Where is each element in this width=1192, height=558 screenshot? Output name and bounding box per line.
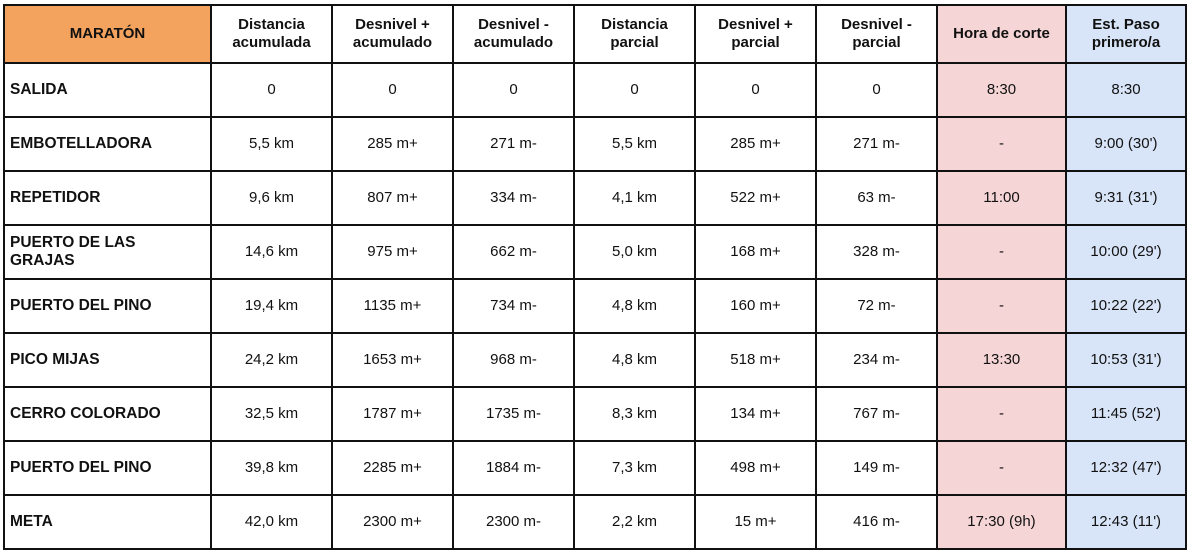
cell-desn-plus-acum: 1135 m+ [332, 279, 453, 333]
table-row [4, 333, 1186, 387]
cell-desn-minus-parcial: 72 m- [816, 279, 937, 333]
cell-desn-minus-parcial: 0 [816, 63, 937, 117]
header-dist-parcial: Distancia parcial [574, 5, 695, 63]
table-row [4, 387, 1186, 441]
cell-desn-plus-acum: 2285 m+ [332, 441, 453, 495]
checkpoint-name: CERRO COLORADO [4, 387, 211, 441]
table-row [4, 117, 1186, 171]
header-hora-corte: Hora de corte [937, 5, 1066, 63]
cell-est-paso: 10:22 (22') [1066, 279, 1186, 333]
cell-desn-plus-parcial: 518 m+ [695, 333, 816, 387]
cell-desn-plus-parcial: 0 [695, 63, 816, 117]
cell-hora-corte: - [937, 279, 1066, 333]
cell-desn-plus-acum: 285 m+ [332, 117, 453, 171]
cell-hora-corte: - [937, 117, 1066, 171]
table-row [4, 279, 1186, 333]
cell-desn-plus-parcial: 498 m+ [695, 441, 816, 495]
cell-est-paso: 12:32 (47') [1066, 441, 1186, 495]
cell-dist-parcial: 0 [574, 63, 695, 117]
header-title: MARATÓN [4, 5, 211, 63]
cell-desn-minus-parcial: 149 m- [816, 441, 937, 495]
cell-desn-minus-parcial: 234 m- [816, 333, 937, 387]
cell-est-paso: 10:00 (29') [1066, 225, 1186, 279]
cell-desn-minus-acum: 1884 m- [453, 441, 574, 495]
cell-dist-parcial: 5,5 km [574, 117, 695, 171]
cell-est-paso: 8:30 [1066, 63, 1186, 117]
cell-desn-minus-parcial: 271 m- [816, 117, 937, 171]
cell-desn-plus-acum: 2300 m+ [332, 495, 453, 549]
cell-desn-minus-acum: 734 m- [453, 279, 574, 333]
cell-hora-corte: 17:30 (9h) [937, 495, 1066, 549]
checkpoint-name: PUERTO DE LAS GRAJAS [4, 225, 211, 279]
marathon-table [3, 4, 1187, 550]
cell-hora-corte: - [937, 387, 1066, 441]
cell-desn-plus-parcial: 160 m+ [695, 279, 816, 333]
header-row [4, 5, 1186, 63]
checkpoint-name: PICO MIJAS [4, 333, 211, 387]
cell-desn-minus-acum: 0 [453, 63, 574, 117]
cell-dist-acum: 0 [211, 63, 332, 117]
cell-est-paso: 10:53 (31') [1066, 333, 1186, 387]
cell-desn-minus-parcial: 63 m- [816, 171, 937, 225]
checkpoint-name: PUERTO DEL PINO [4, 441, 211, 495]
table-row [4, 171, 1186, 225]
cell-desn-minus-acum: 1735 m- [453, 387, 574, 441]
table-row [4, 495, 1186, 549]
cell-dist-acum: 9,6 km [211, 171, 332, 225]
cell-desn-minus-parcial: 328 m- [816, 225, 937, 279]
cell-dist-acum: 39,8 km [211, 441, 332, 495]
cell-dist-parcial: 5,0 km [574, 225, 695, 279]
cell-desn-plus-acum: 1653 m+ [332, 333, 453, 387]
checkpoint-name: PUERTO DEL PINO [4, 279, 211, 333]
cell-dist-acum: 42,0 km [211, 495, 332, 549]
cell-desn-plus-acum: 807 m+ [332, 171, 453, 225]
cell-desn-minus-acum: 271 m- [453, 117, 574, 171]
cell-est-paso: 9:00 (30') [1066, 117, 1186, 171]
header-dist-acum: Distancia acumulada [211, 5, 332, 63]
header-est-paso: Est. Paso primero/a [1066, 5, 1186, 63]
cell-est-paso: 11:45 (52') [1066, 387, 1186, 441]
checkpoint-name: SALIDA [4, 63, 211, 117]
cell-desn-plus-acum: 975 m+ [332, 225, 453, 279]
checkpoint-name: EMBOTELLADORA [4, 117, 211, 171]
cell-hora-corte: 11:00 [937, 171, 1066, 225]
table-body [4, 63, 1186, 549]
cell-dist-acum: 32,5 km [211, 387, 332, 441]
cell-dist-acum: 19,4 km [211, 279, 332, 333]
cell-dist-parcial: 4,1 km [574, 171, 695, 225]
cell-est-paso: 12:43 (11') [1066, 495, 1186, 549]
cell-desn-plus-parcial: 522 m+ [695, 171, 816, 225]
cell-dist-parcial: 7,3 km [574, 441, 695, 495]
table-row [4, 225, 1186, 279]
cell-desn-minus-parcial: 767 m- [816, 387, 937, 441]
checkpoint-name: META [4, 495, 211, 549]
checkpoint-name: REPETIDOR [4, 171, 211, 225]
cell-desn-plus-acum: 1787 m+ [332, 387, 453, 441]
cell-desn-minus-parcial: 416 m- [816, 495, 937, 549]
cell-desn-minus-acum: 334 m- [453, 171, 574, 225]
cell-dist-acum: 24,2 km [211, 333, 332, 387]
header-desn-minus-parcial: Desnivel - parcial [816, 5, 937, 63]
cell-desn-plus-parcial: 168 m+ [695, 225, 816, 279]
cell-hora-corte: 8:30 [937, 63, 1066, 117]
cell-desn-minus-acum: 2300 m- [453, 495, 574, 549]
cell-est-paso: 9:31 (31') [1066, 171, 1186, 225]
table-row [4, 63, 1186, 117]
header-desn-minus-acum: Desnivel - acumulado [453, 5, 574, 63]
cell-dist-acum: 5,5 km [211, 117, 332, 171]
cell-dist-parcial: 4,8 km [574, 333, 695, 387]
cell-dist-parcial: 2,2 km [574, 495, 695, 549]
cell-desn-plus-acum: 0 [332, 63, 453, 117]
table-row [4, 441, 1186, 495]
cell-desn-plus-parcial: 285 m+ [695, 117, 816, 171]
cell-desn-minus-acum: 968 m- [453, 333, 574, 387]
cell-desn-plus-parcial: 134 m+ [695, 387, 816, 441]
cell-dist-parcial: 4,8 km [574, 279, 695, 333]
header-desn-plus-acum: Desnivel + acumulado [332, 5, 453, 63]
cell-hora-corte: - [937, 225, 1066, 279]
cell-dist-parcial: 8,3 km [574, 387, 695, 441]
cell-dist-acum: 14,6 km [211, 225, 332, 279]
cell-hora-corte: - [937, 441, 1066, 495]
cell-hora-corte: 13:30 [937, 333, 1066, 387]
header-desn-plus-parcial: Desnivel + parcial [695, 5, 816, 63]
cell-desn-minus-acum: 662 m- [453, 225, 574, 279]
cell-desn-plus-parcial: 15 m+ [695, 495, 816, 549]
